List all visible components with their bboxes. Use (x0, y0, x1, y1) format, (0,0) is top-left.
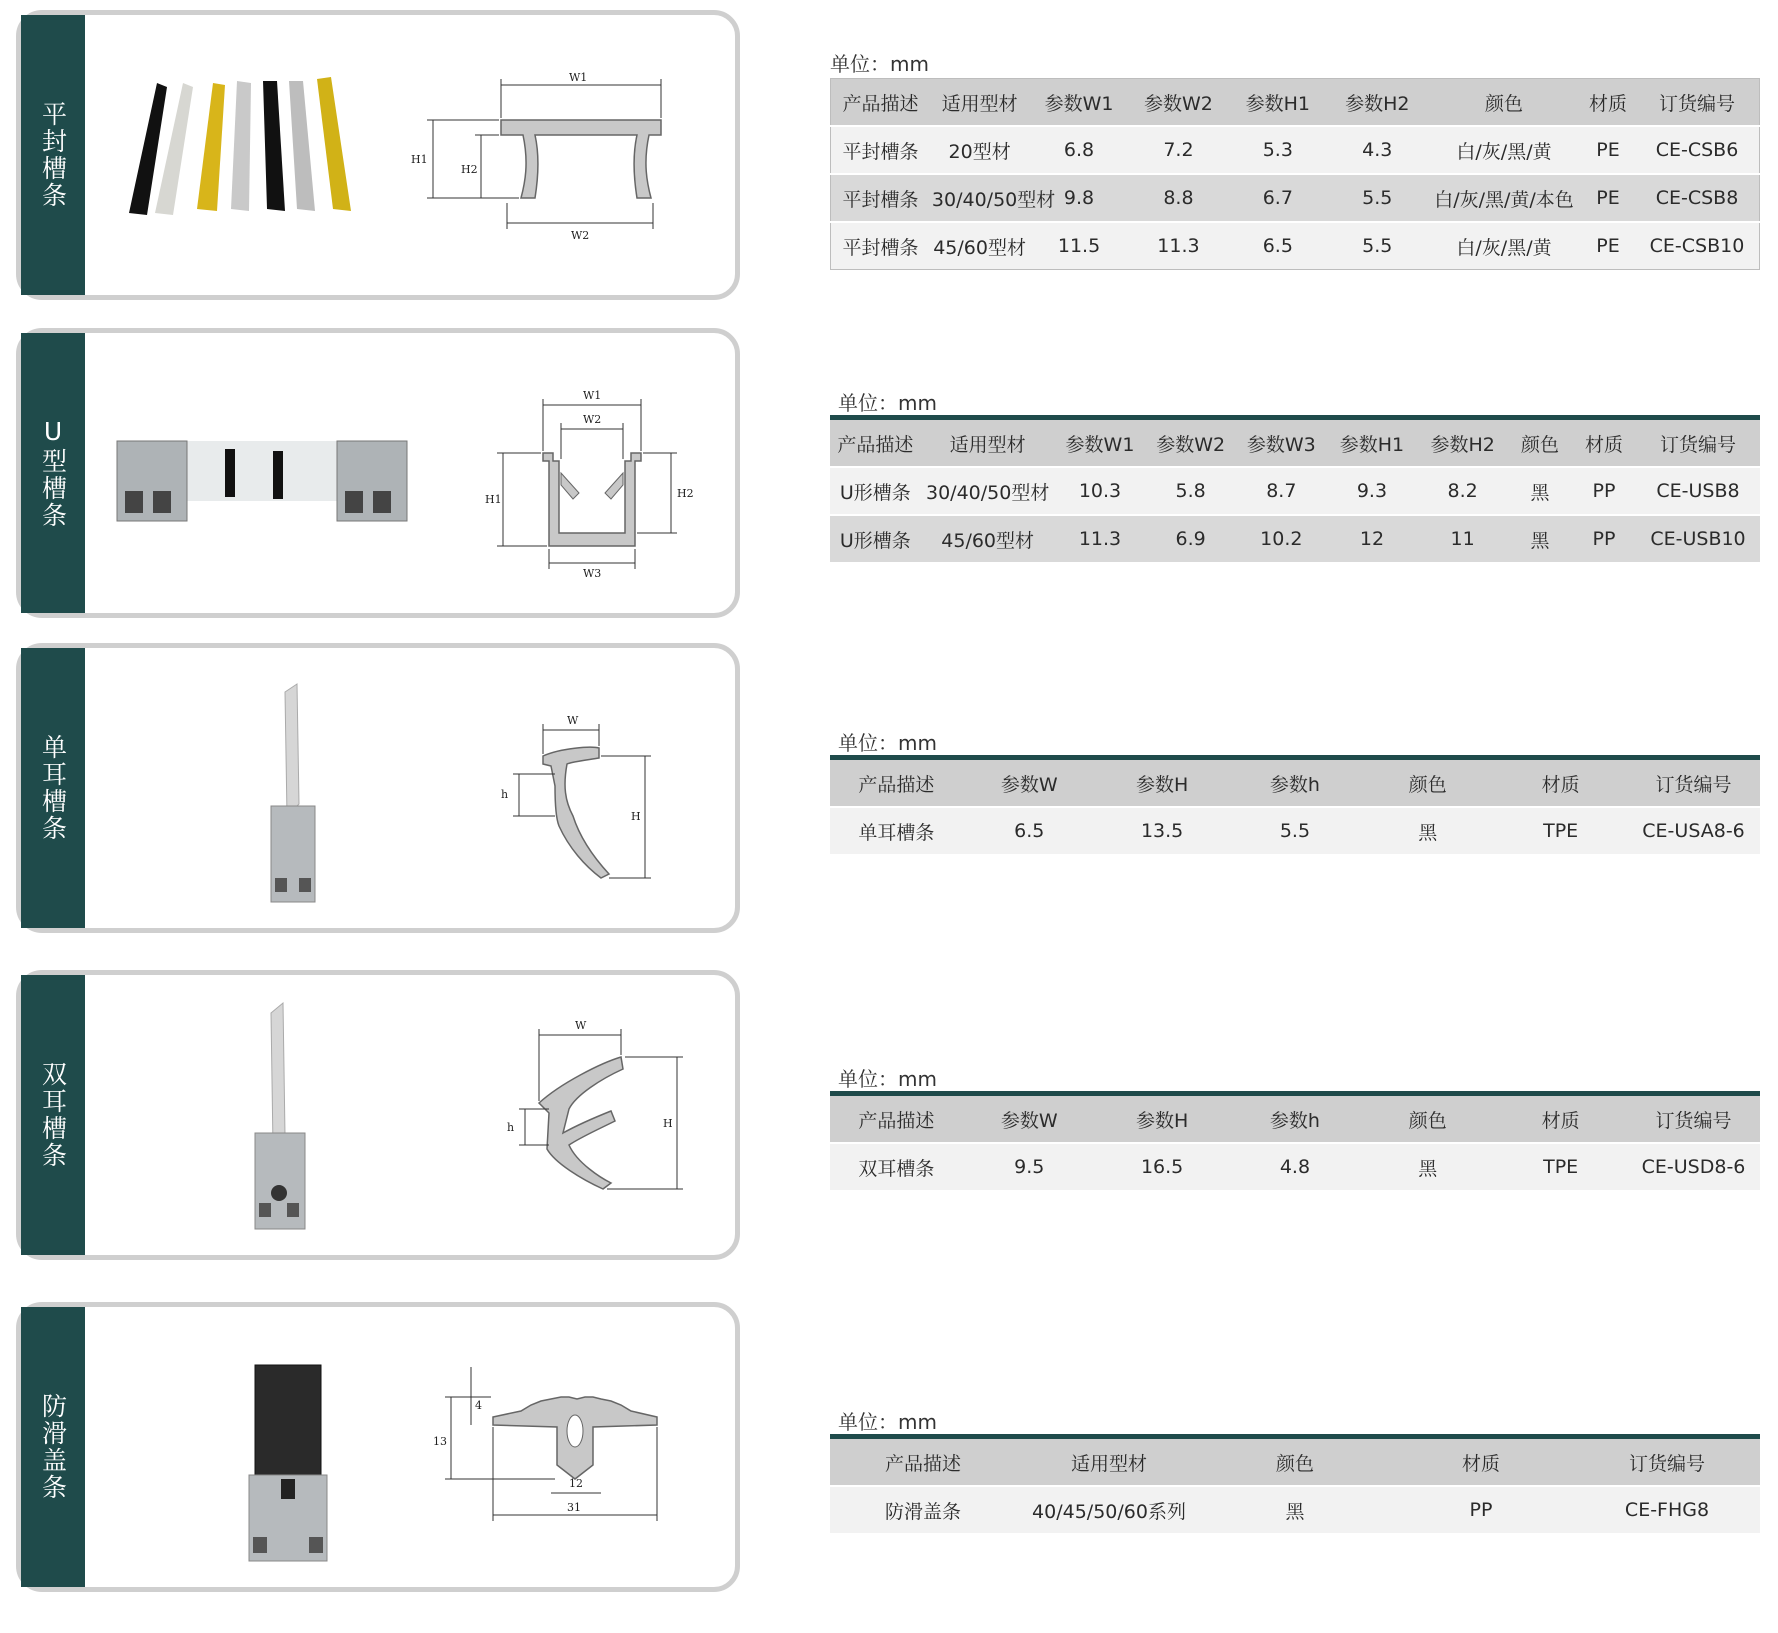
table-cell: 5.5 (1229, 807, 1362, 854)
table-cell: 4.3 (1328, 126, 1427, 174)
unit-label: 单位：mm (838, 1067, 937, 1091)
section-title: 防滑盖条 (38, 1393, 68, 1501)
col-header: 参数W (1000, 773, 1058, 796)
table-cell: 30/40/50型材 (930, 174, 1029, 222)
table-cell: 8.8 (1129, 174, 1228, 222)
section-title-bar (21, 975, 85, 1255)
table-row (831, 174, 1760, 222)
col-header: 参数W1 (1044, 92, 1114, 115)
product-card-flat-seal (16, 10, 740, 300)
table-cell: 7.2 (1129, 126, 1228, 174)
table-cell: 9.8 (1029, 174, 1128, 222)
table-cell: 平封槽条 (831, 222, 930, 270)
col-header: 参数h (1269, 1109, 1320, 1132)
table-row (830, 515, 1760, 562)
table-cell: CE-FHG8 (1574, 1486, 1760, 1533)
table-cell: 8.2 (1417, 467, 1508, 515)
table-cell: 黑 (1508, 467, 1572, 515)
dim-label-w: W (567, 714, 579, 727)
table-cell: 20型材 (930, 126, 1029, 174)
drawing-single-ear-seal-cross-section (451, 656, 735, 928)
section-title-bar (21, 333, 85, 613)
col-header: 参数W2 (1156, 433, 1226, 456)
table-cell: 6.9 (1145, 515, 1236, 562)
table-cell: CE-USA8-6 (1627, 807, 1760, 854)
col-header: 适用型材 (949, 433, 1026, 456)
dim-label-h: H (663, 1117, 673, 1130)
table-cell: 双耳槽条 (830, 1143, 963, 1190)
dim-label-w1: W1 (583, 389, 602, 402)
table-cell: 5.5 (1328, 174, 1427, 222)
col-header: 产品描述 (884, 1452, 961, 1475)
col-header: 适用型材 (1070, 1452, 1147, 1475)
table-cell: 6.8 (1029, 126, 1128, 174)
dim-label-w: W (575, 1019, 587, 1032)
table-cell: 12 (1327, 515, 1418, 562)
dim-label-31: 31 (567, 1501, 581, 1514)
table-cell: 11 (1417, 515, 1508, 562)
col-header: 参数H (1135, 773, 1189, 796)
col-header: 产品描述 (858, 773, 935, 796)
product-card-double-ear-seal (16, 970, 740, 1260)
table-cell: 6.5 (1228, 222, 1327, 270)
table-cell: 6.7 (1228, 174, 1327, 222)
col-header: 材质 (1588, 92, 1627, 115)
dim-label-w2: W2 (583, 413, 602, 426)
product-photo-double-ear-seal (97, 983, 427, 1255)
table-cell: 5.8 (1145, 467, 1236, 515)
dim-label-h1: H1 (411, 153, 428, 166)
table-cell: 4.8 (1229, 1143, 1362, 1190)
col-header: 参数H2 (1345, 92, 1410, 115)
section-title-bar (21, 15, 85, 295)
table-cell: PP (1572, 467, 1636, 515)
table-cell: 白/灰/黑/黄/本色 (1427, 174, 1581, 222)
table-row (830, 1143, 1760, 1190)
table-cell: 11.5 (1029, 222, 1128, 270)
dim-label-w3: W3 (583, 567, 602, 580)
table-row (831, 126, 1760, 174)
table-cell: CE-USD8-6 (1627, 1143, 1760, 1190)
table-cell: 5.3 (1228, 126, 1327, 174)
table-cell: TPE (1494, 1143, 1627, 1190)
col-header: 参数W2 (1143, 92, 1213, 115)
section-title-bar (21, 1307, 85, 1587)
col-header: 产品描述 (837, 433, 914, 456)
col-header: 参数H (1135, 1109, 1189, 1132)
table-cell: 16.5 (1096, 1143, 1229, 1190)
spec-table-u-seal (830, 415, 1760, 562)
dim-label-13: 13 (433, 1435, 447, 1448)
drawing-u-seal-cross-section (451, 341, 735, 613)
table-cell: U形槽条 (830, 515, 921, 562)
spec-table-single-ear-seal (830, 755, 1760, 854)
table-cell: 13.5 (1096, 807, 1229, 854)
col-header: 订货编号 (1659, 433, 1736, 456)
col-header: 订货编号 (1655, 1109, 1732, 1132)
dim-label-h: H (631, 810, 641, 823)
table-cell: 黑 (1202, 1486, 1388, 1533)
table-cell: 9.5 (963, 1143, 1096, 1190)
table-row (830, 807, 1760, 854)
product-photo-anti-slip-cover (97, 1315, 427, 1587)
col-header: 颜色 (1408, 1109, 1447, 1132)
section-title: U型槽条 (38, 417, 68, 529)
spec-table-flat-seal (830, 78, 1760, 270)
dim-label-4: 4 (475, 1399, 482, 1412)
table-cell: 45/60型材 (930, 222, 1029, 270)
col-header: 参数W (1000, 1109, 1058, 1132)
section-title: 单耳槽条 (38, 734, 68, 842)
table-cell: 5.5 (1328, 222, 1427, 270)
table-cell: 平封槽条 (831, 126, 930, 174)
table-cell: CE-USB10 (1636, 515, 1760, 562)
col-header: 材质 (1541, 773, 1580, 796)
drawing-flat-seal-cross-section (411, 23, 735, 295)
spec-table-double-ear-seal (830, 1091, 1760, 1190)
spec-table-anti-slip-cover (830, 1434, 1760, 1533)
dim-label-12: 12 (569, 1477, 583, 1490)
table-cell: PP (1572, 515, 1636, 562)
table-cell: CE-USB8 (1636, 467, 1760, 515)
dim-label-h1: H1 (485, 493, 502, 506)
table-cell: 11.3 (1129, 222, 1228, 270)
col-header: 参数H2 (1430, 433, 1495, 456)
table-cell: 黑 (1361, 807, 1494, 854)
table-cell: 单耳槽条 (830, 807, 963, 854)
table-cell: 45/60型材 (921, 515, 1055, 562)
drawing-double-ear-seal-cross-section (451, 983, 735, 1255)
col-header: 订货编号 (1655, 773, 1732, 796)
col-header: 颜色 (1520, 433, 1559, 456)
col-header: 参数W3 (1246, 433, 1316, 456)
dim-label-h2: H2 (677, 487, 694, 500)
table-cell: TPE (1494, 807, 1627, 854)
dim-label-h2: H2 (461, 163, 478, 176)
table-cell: PE (1581, 126, 1635, 174)
table-cell: CE-CSB10 (1635, 222, 1760, 270)
table-cell: 10.2 (1236, 515, 1327, 562)
dim-label-h-small: h (507, 1121, 515, 1134)
product-card-u-seal (16, 328, 740, 618)
table-row (830, 1486, 1760, 1533)
table-cell: U形槽条 (830, 467, 921, 515)
col-header: 适用型材 (941, 92, 1018, 115)
col-header: 颜色 (1484, 92, 1523, 115)
product-photo-u-seal-in-profile (97, 341, 427, 613)
col-header: 参数h (1269, 773, 1320, 796)
col-header: 材质 (1584, 433, 1623, 456)
unit-label: 单位：mm (830, 52, 929, 76)
table-cell: 黑 (1508, 515, 1572, 562)
table-cell: CE-CSB6 (1635, 126, 1760, 174)
section-title: 双耳槽条 (38, 1061, 68, 1169)
table-cell: 防滑盖条 (830, 1486, 1016, 1533)
dim-label-h-small: h (501, 788, 509, 801)
col-header: 产品描述 (842, 92, 919, 115)
table-cell: PE (1581, 222, 1635, 270)
table-cell: PE (1581, 174, 1635, 222)
table-row (831, 222, 1760, 270)
unit-label: 单位：mm (838, 1410, 937, 1434)
table-cell: 黑 (1361, 1143, 1494, 1190)
table-row (830, 467, 1760, 515)
unit-label: 单位：mm (838, 391, 937, 415)
unit-label: 单位：mm (838, 731, 937, 755)
table-cell: 平封槽条 (831, 174, 930, 222)
col-header: 参数W1 (1065, 433, 1135, 456)
table-cell: CE-CSB8 (1635, 174, 1760, 222)
table-cell: 6.5 (963, 807, 1096, 854)
table-cell: 8.7 (1236, 467, 1327, 515)
col-header: 订货编号 (1628, 1452, 1705, 1475)
col-header: 参数H1 (1339, 433, 1405, 456)
col-header: 材质 (1461, 1452, 1500, 1475)
product-photo-single-ear-seal (97, 656, 427, 928)
col-header: 参数H1 (1245, 92, 1311, 115)
product-card-anti-slip-cover (16, 1302, 740, 1592)
section-title-bar (21, 648, 85, 928)
product-photo-flat-seal-strips (97, 23, 427, 295)
table-cell: 9.3 (1327, 467, 1418, 515)
table-cell: 40/45/50/60系列 (1016, 1486, 1202, 1533)
section-title: 平封槽条 (38, 101, 68, 209)
table-cell: 30/40/50型材 (921, 467, 1055, 515)
product-card-single-ear-seal (16, 643, 740, 933)
col-header: 材质 (1541, 1109, 1580, 1132)
col-header: 订货编号 (1658, 92, 1735, 115)
table-cell: 白/灰/黑/黄 (1427, 126, 1581, 174)
dim-label-w1: W1 (569, 71, 588, 84)
col-header: 颜色 (1408, 773, 1447, 796)
drawing-anti-slip-cover-cross-section (433, 1315, 735, 1587)
dim-label-w2: W2 (571, 229, 590, 242)
table-cell: 10.3 (1055, 467, 1146, 515)
col-header: 颜色 (1275, 1452, 1314, 1475)
table-cell: 11.3 (1055, 515, 1146, 562)
col-header: 产品描述 (858, 1109, 935, 1132)
table-cell: 白/灰/黑/黄 (1427, 222, 1581, 270)
table-cell: PP (1388, 1486, 1574, 1533)
